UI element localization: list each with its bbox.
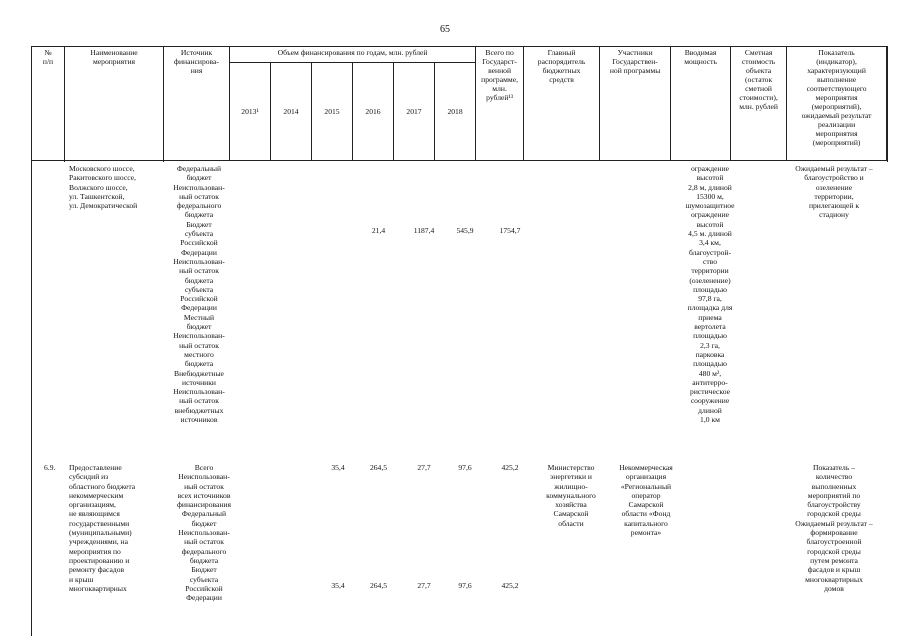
header-participants: Участники Государствен- ной программы bbox=[600, 47, 671, 161]
header-year: 2016 bbox=[353, 63, 394, 161]
row1-indicator: Ожидаемый результат – благоустройство и озеленение территории, прилегающей к стадиону bbox=[795, 164, 873, 220]
row2-total-2015: 35,4 bbox=[331, 463, 345, 472]
column-line bbox=[31, 46, 32, 636]
row1-subject-2016: 21,4 bbox=[371, 226, 386, 235]
column-line bbox=[64, 46, 65, 162]
row2-name: Предоставление субсидий из областного бюджета некоммерческим организациям, не являющимся государственными (муниципальными) учреждениями, на мероприятия по проектированию и ремонту фасадов и крыш многоквартирных bbox=[69, 463, 136, 593]
header-capacity: Вводимая мощность bbox=[671, 47, 731, 161]
row2-total-2016: 264,5 bbox=[369, 463, 388, 472]
header-num: № п/п bbox=[32, 47, 65, 161]
header-year: 2015 bbox=[312, 63, 353, 161]
row2-total-2017: 27,7 bbox=[417, 463, 431, 472]
header-year: 2018 bbox=[435, 63, 476, 161]
page-number: 65 bbox=[440, 24, 450, 35]
row2-total-sum: 425,2 bbox=[501, 463, 519, 472]
row2-subject-2018: 97,6 bbox=[458, 581, 472, 590]
header-manager: Главный распорядитель бюджетных средств bbox=[524, 47, 600, 161]
table-header bbox=[31, 46, 887, 161]
header-year: 2017 bbox=[394, 63, 435, 161]
column-line bbox=[163, 46, 164, 162]
header-indicator: Показатель (индикатор), характеризующий выполнение соответствующего мероприятия (мероприятий), ожидаемый результат реализации мероприятия (мероприятий) bbox=[787, 47, 887, 161]
row2-sources: Всего Неиспользован- ный остаток всех источников финансирования Федеральный бюджет Неиспользован- ный остаток федерального бюджета Бюджет субъекта Российской Федерации bbox=[177, 463, 231, 603]
row2-subject-total: 425,2 bbox=[501, 581, 519, 590]
header-year: 2014 bbox=[271, 63, 312, 161]
row2-subject-2016: 264,5 bbox=[369, 581, 388, 590]
row2-subject-2017: 27,7 bbox=[417, 581, 431, 590]
row1-capacity: ограждение высотой 2,8 м, длиной 15300 м, шумозащитное ограждение высотой 4,5 м. длиной 3,4 км, благоустрой- ство территории (озеленение) площадью 97,8 га, площадка для приема вертолета площадью 2,3 га, парковка площадью 480 м², антитерро- ристическое сооружение длиной 1,0 км bbox=[685, 164, 735, 425]
header-year: 2013¹ bbox=[230, 63, 271, 161]
row1-subject-2018: 545,9 bbox=[456, 226, 474, 235]
row2-subject-2015: 35,4 bbox=[331, 581, 345, 590]
header-estimate: Сметная стоимость объекта (остаток сметной стоимости), млн. рублей bbox=[731, 47, 787, 161]
row2-num: 6.9. bbox=[44, 463, 56, 472]
column-line bbox=[887, 46, 888, 162]
row2-total-2018: 97,6 bbox=[458, 463, 472, 472]
row2-participants: Некоммерческая организация «Региональный оператор Самарской области «Фонд капитального ремонта» bbox=[619, 463, 673, 538]
row1-name: Московского шоссе, Ракитовского шоссе, Волжского шоссе, ул. Ташкентской, ул. Демократической bbox=[69, 164, 138, 211]
row1-sources: Федеральный бюджет Неиспользован- ный остаток федерального бюджета Бюджет субъекта Российской Федерации Неиспользован- ный остаток бюджета субъекта Российской Федерации Местный бюджет Неиспользован- ный остаток местного бюджета Внебюджетные источники Неиспользован- ный остаток внебюджетных источников bbox=[173, 164, 225, 425]
header-volume-group: Объем финансирования по годам, млн. рублей bbox=[230, 47, 476, 63]
row1-subject-total: 1754,7 bbox=[499, 226, 521, 235]
header-total: Всего по Государст- венной программе, млн. рублей¹³ bbox=[476, 47, 524, 161]
row1-subject-2017: 1187,4 bbox=[413, 226, 435, 235]
header-name: Наименование мероприятия bbox=[65, 47, 164, 161]
row2-indicator: Показатель – количество выполненных мероприятий по благоустройству городской среды Ожидаемый результат – формирование благоустроенной городской среды путем ремонта фасадов и крыш многоквартирных домов bbox=[795, 463, 873, 593]
row2-manager: Министерство энергетики и жилищно- коммунального хозяйства Самарской области bbox=[546, 463, 596, 528]
header-source: Источник финансирова- ния bbox=[164, 47, 230, 161]
